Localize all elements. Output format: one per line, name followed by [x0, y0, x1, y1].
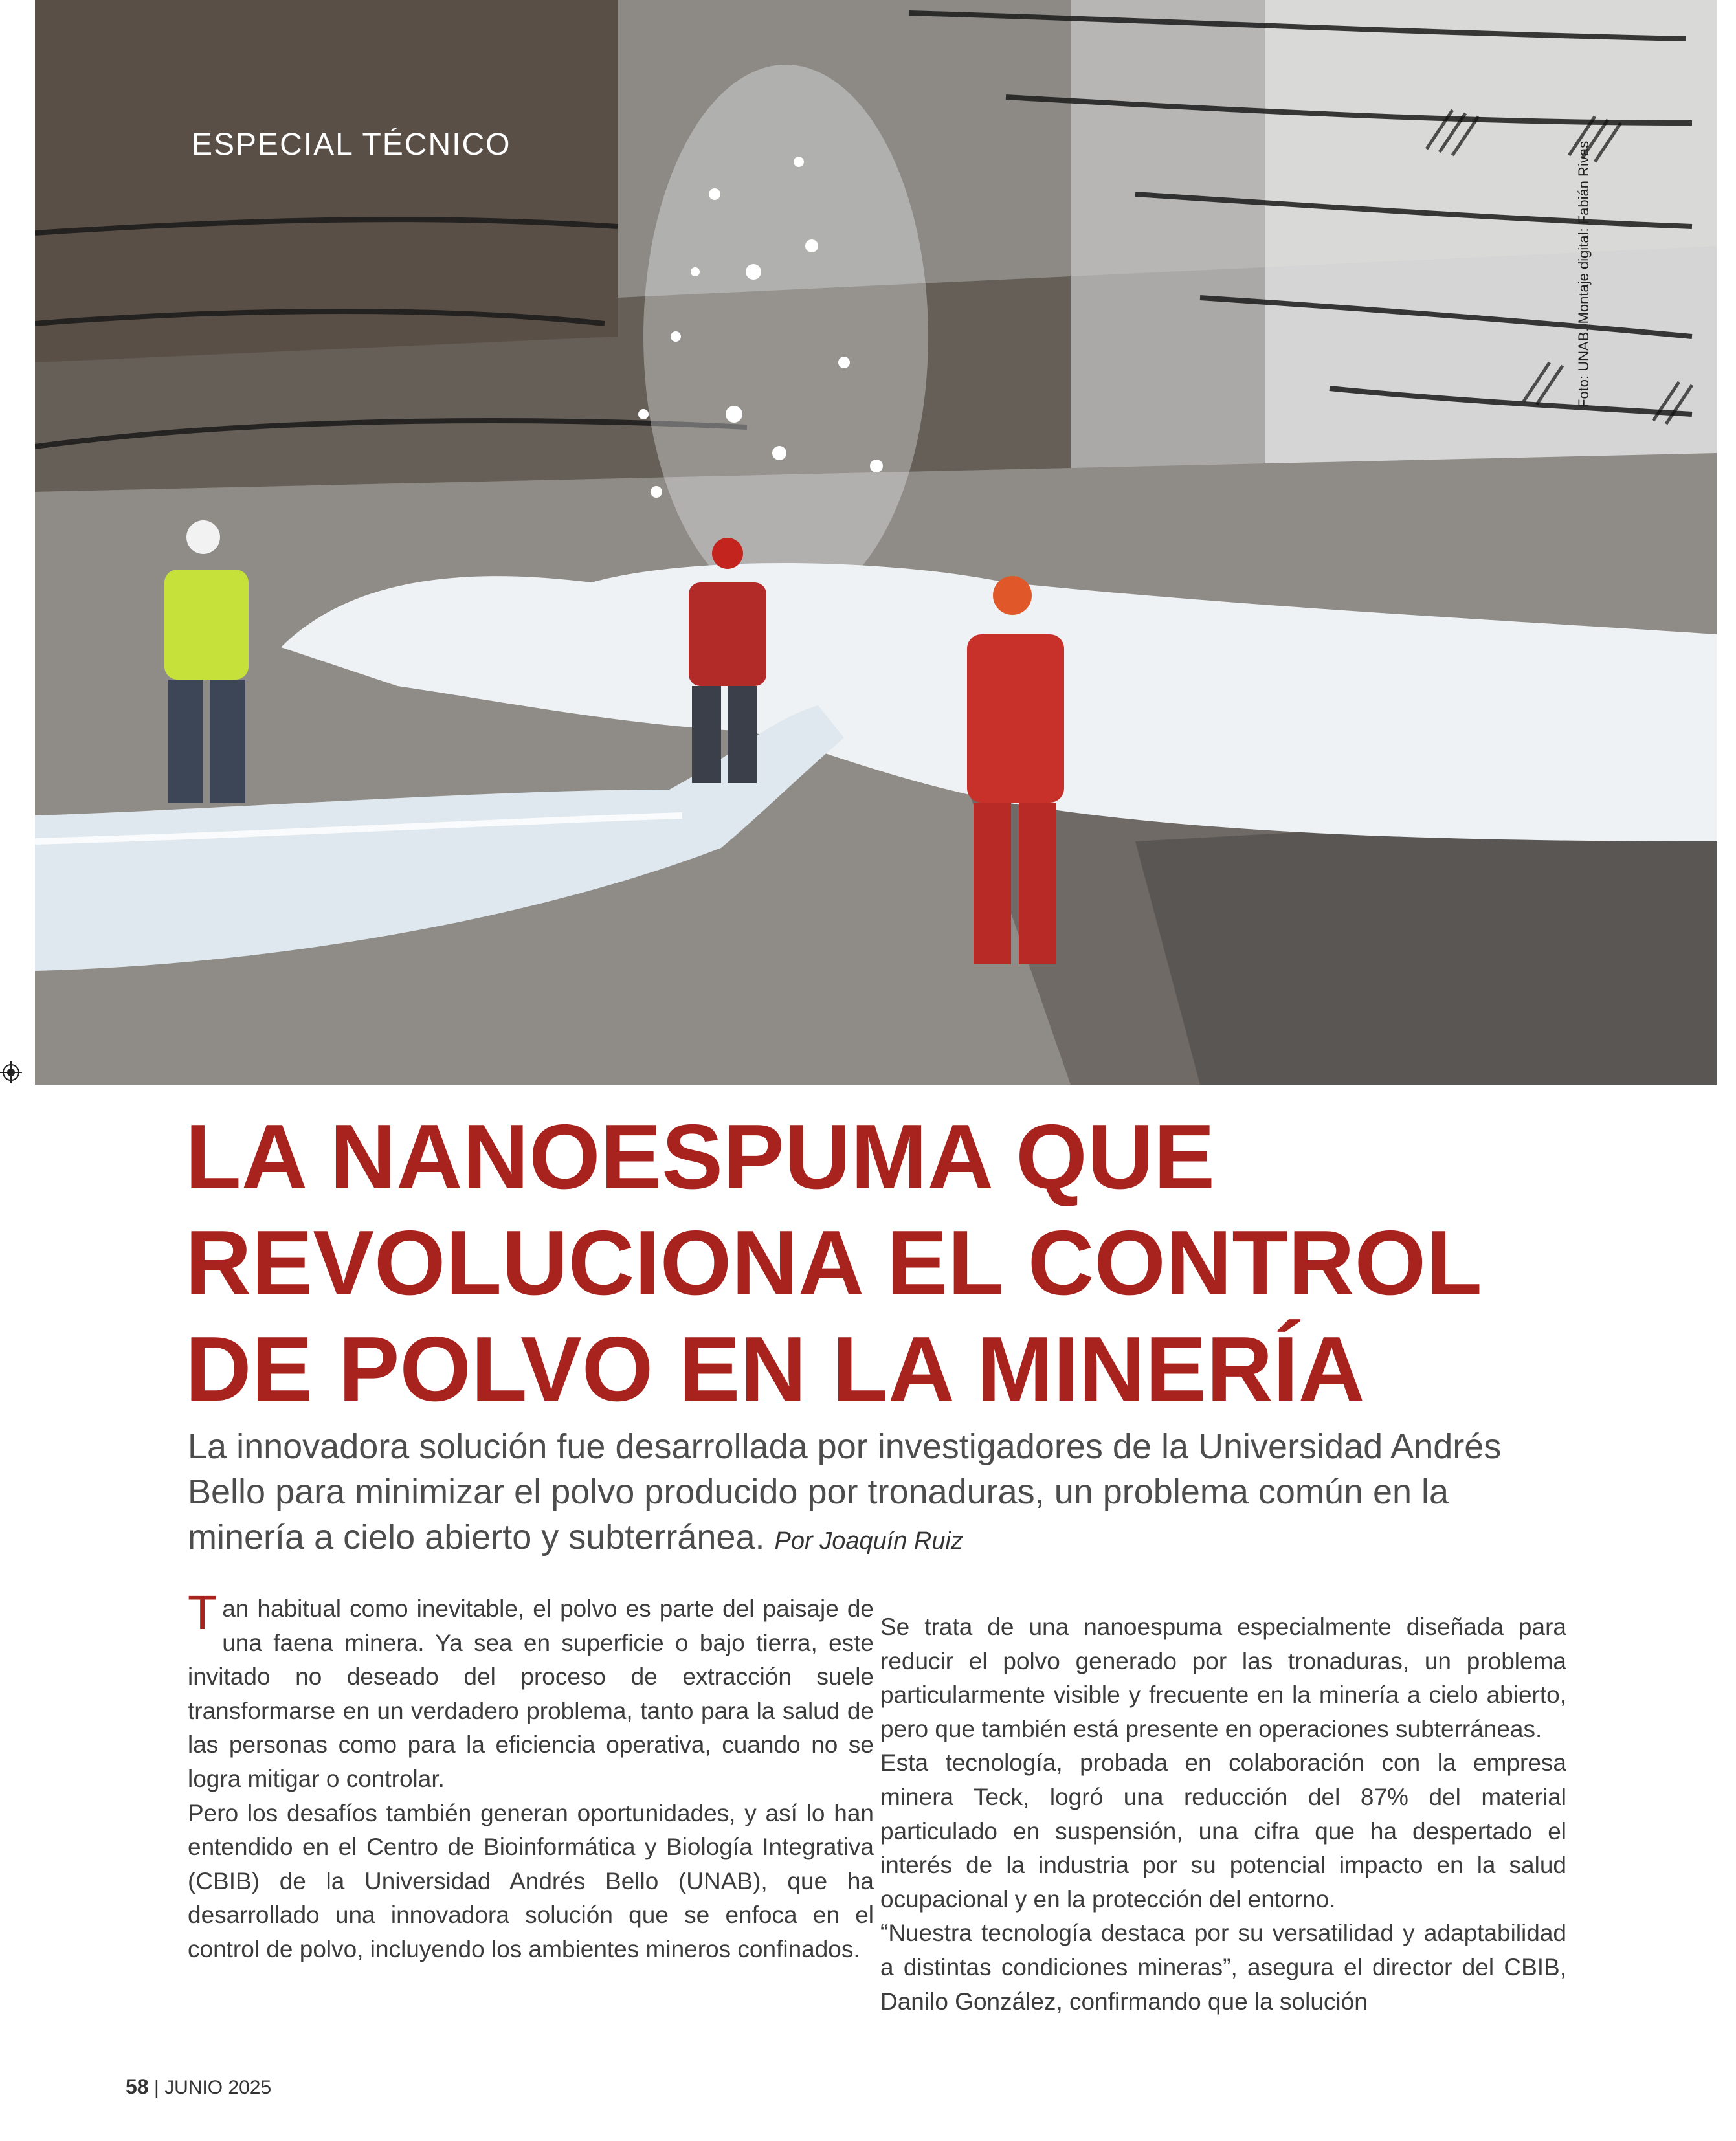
body-paragraph: Esta tecnología, probada en colaboración con la empresa minera Teck, logró una reducción del 87% del material particulado en suspensión, una cifra que ha despertado el interés de la industria por su potencial impacto en la salud ocupacional y en la protección del entorno. — [880, 1749, 1566, 1913]
registration-mark-icon — [0, 1061, 22, 1083]
body-paragraph — [188, 1586, 874, 1797]
headline-line-2: REVOLUCIONA EL CONTROL — [185, 1212, 1482, 1315]
page-number: 58 — [126, 2075, 149, 2098]
body-paragraph: “Nuestra tecnología destaca por su versatilidad y adaptabilidad a distintas condiciones mineras”, asegura el director del CBIB, Danilo González, confirmando que la solución — [880, 1920, 1566, 2015]
hero-illustration — [35, 0, 1717, 1085]
body-column-right — [880, 1610, 1566, 2019]
headline-line-1: LA NANOESPUMA QUE — [185, 1105, 1215, 1208]
photo-credit: Foto: UNAB. Montaje digital: Fabián Rivas — [1575, 140, 1592, 408]
article-lede — [188, 1424, 1547, 1564]
body-column-left — [188, 1586, 874, 1967]
hero-photo — [35, 0, 1717, 1085]
headline-line-3: DE POLVO EN LA MINERÍA — [185, 1318, 1365, 1421]
body-paragraph: Se trata de una nanoespuma especialmente diseñada para reducir el polvo generado por las tronaduras, un problema particularmente visible y frecuente en la minería a cielo abierto, pero que también está presente en operaciones subterráneas. — [880, 1614, 1566, 1742]
issue-date: JUNIO 2025 — [164, 2077, 272, 2098]
drop-cap: T — [188, 1586, 217, 1639]
section-label: ESPECIAL TÉCNICO — [192, 128, 511, 162]
body-paragraph: Pero los desafíos también generan oportunidades, y así lo han entendido en el Centro de Bioinformática y Biología Integrativa (CBIB) de la Universidad Andrés Bello (UNAB), que ha desarrollado una innovadora solución que se enfoca en el control de polvo, incluyendo los ambientes mineros confinados. — [188, 1799, 874, 1962]
paragraph-text: an habitual como inevitable, el polvo es parte del paisaje de una faena minera. Ya sea en superficie o bajo tierra, este invitado no deseado del proceso de extracción suele transformarse en un verdadero problema, tanto para la salud de las personas como para la eficiencia operativa, cuando no se logra mitigar o controlar. — [188, 1595, 874, 1792]
lede-text: La innovadora solución fue desarrollada por investigadores de la Universidad Andrés Bello para minimizar el polvo producido por tronaduras, un problema común en la minería a cielo abierto y subterránea. — [188, 1427, 1502, 1557]
page-footer — [126, 2075, 271, 2099]
article-headline — [185, 1104, 1674, 1423]
footer-separator: | — [153, 2077, 159, 2098]
byline: Por Joaquín Ruiz — [774, 1527, 963, 1555]
